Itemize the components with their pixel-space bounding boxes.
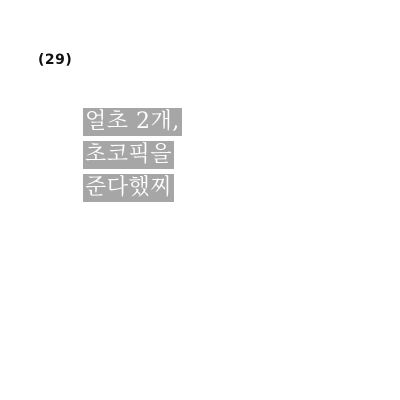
poem-line-2: 초코픽을 (85, 142, 173, 167)
page-number-label: (29) (38, 52, 73, 68)
poem-line-3: 준다했찌 (85, 175, 173, 200)
poem-block (83, 108, 182, 202)
poem-line-1: 얼초 2개, (85, 109, 180, 134)
